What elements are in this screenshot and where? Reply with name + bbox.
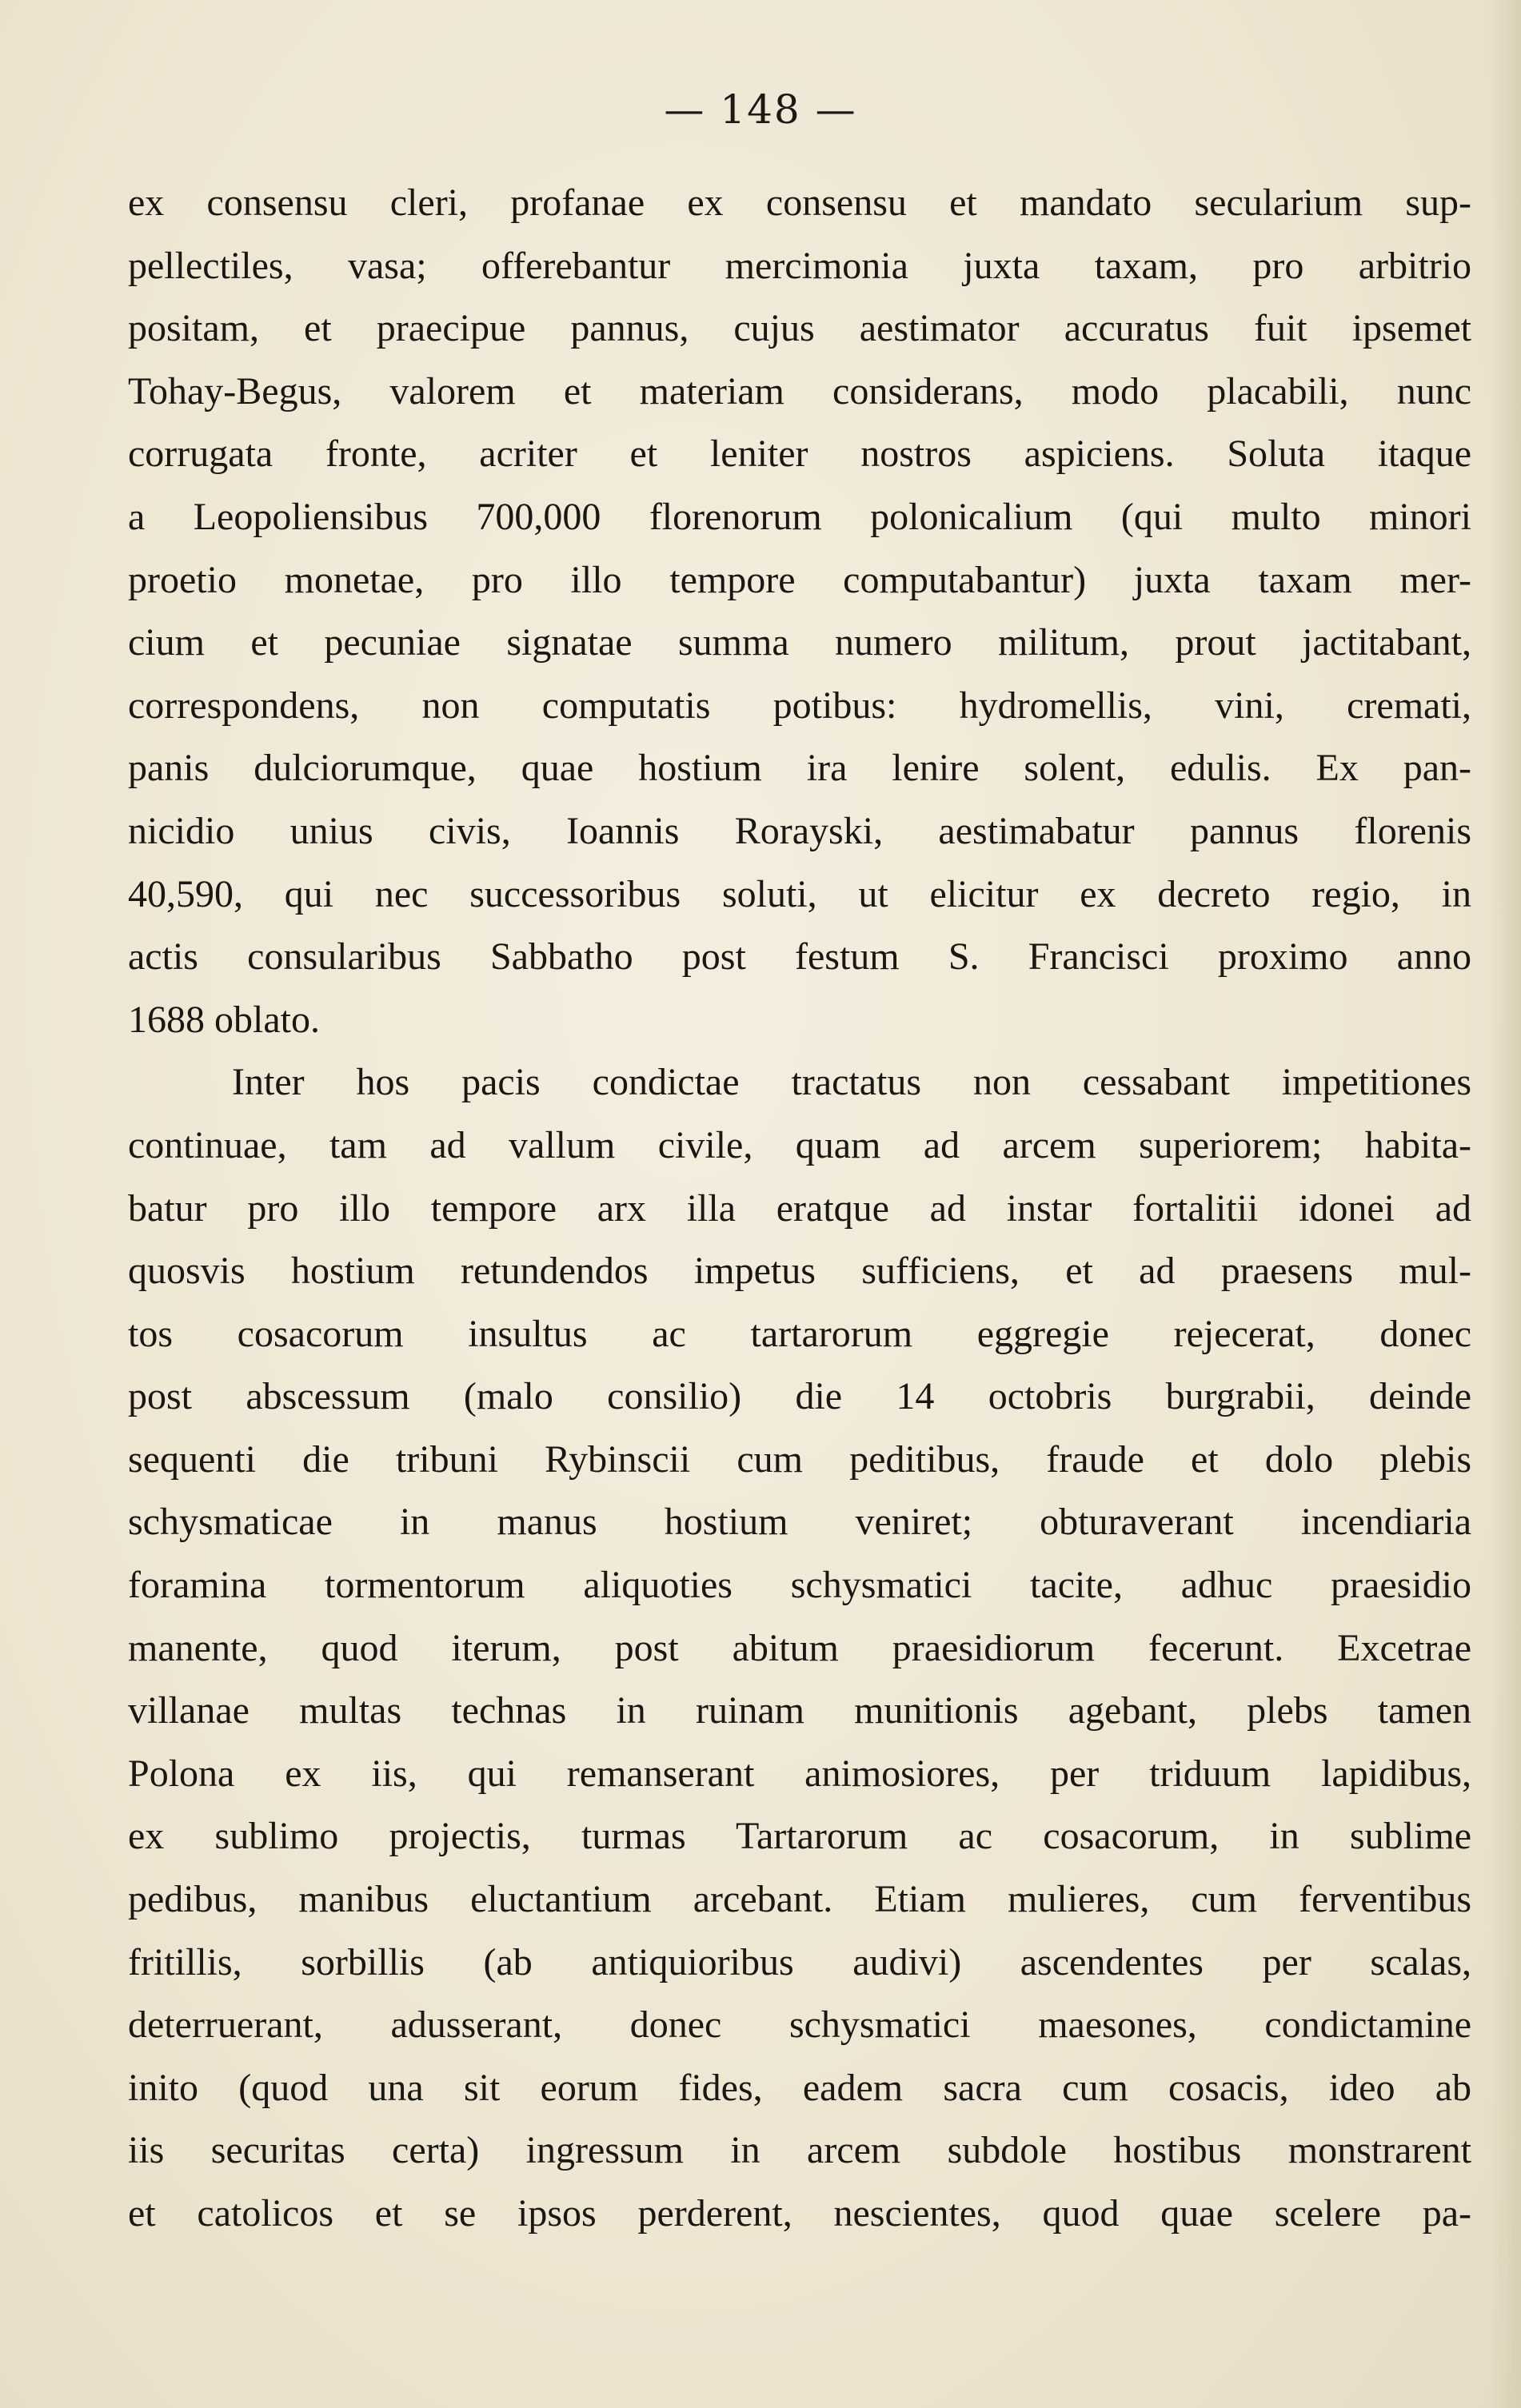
text-line: Inter hos pacis condictae tractatus non cessabant impetitiones	[232, 1061, 1471, 1104]
text-line: Polona ex iis, qui remanserant animosiores, per triduum lapidibus,	[128, 1752, 1471, 1795]
paragraph-2	[128, 1051, 1471, 2245]
text-line: cium et pecuniae signatae summa numero militum, prout jactitabant,	[128, 621, 1471, 664]
text-line: Tohay-Begus, valorem et materiam considerans, modo placabili, nunc	[128, 369, 1471, 413]
text-line: positam, et praecipue pannus, cujus aestimator accuratus fuit ipsemet	[128, 307, 1471, 350]
text-line: correspondens, non computatis potibus: hydromellis, vini, cremati,	[128, 684, 1471, 727]
text-line: post abscessum (malo consilio) die 14 octobris burgrabii, deinde	[128, 1375, 1471, 1418]
text-line: ex consensu cleri, profanae ex consensu et mandato secularium sup-	[128, 181, 1471, 224]
text-line: 40,590, qui nec successoribus soluti, ut elicitur ex decreto regio, in	[128, 872, 1471, 915]
text-line: a Leopoliensibus 700,000 florenorum polonicalium (qui multo minori	[128, 495, 1471, 538]
text-line: actis consularibus Sabbatho post festum S. Francisci proximo anno	[128, 935, 1471, 979]
text-line: fritillis, sorbillis (ab antiquioribus audivi) ascendentes per scalas,	[128, 1940, 1471, 1983]
text-line: inito (quod una sit eorum fides, eadem sacra cum cosacis, ideo ab	[128, 2066, 1471, 2109]
text-line: pedibus, manibus eluctantium arcebant. Etiam mulieres, cum ferventibus	[128, 1878, 1471, 1921]
page-number: — 148 —	[664, 86, 857, 133]
text-line: sequenti die tribuni Rybinscii cum peditibus, fraude et dolo plebis	[128, 1437, 1471, 1481]
paragraph-1	[128, 172, 1471, 1051]
text-line: schysmaticae in manus hostium veniret; obturaverant incendiaria	[128, 1501, 1471, 1544]
text-line: deterruerant, adusserant, donec schysmatici maesones, condictamine	[128, 2003, 1471, 2047]
text-line: villanae multas technas in ruinam munitionis agebant, plebs tamen	[128, 1689, 1471, 1732]
text-line: panis dulciorumque, quae hostium ira lenire solent, edulis. Ex pan-	[128, 747, 1471, 790]
text-line: et catolicos et se ipsos perderent, nescientes, quod quae scelere pa-	[128, 2192, 1471, 2235]
text-line: foramina tormentorum aliquoties schysmatici tacite, adhuc praesidio	[128, 1564, 1471, 1607]
text-line: tos cosacorum insultus ac tartarorum eggregie rejecerat, donec	[128, 1312, 1471, 1355]
text-line: pellectiles, vasa; offerebantur mercimonia juxta taxam, pro arbitrio	[128, 244, 1471, 287]
text-line: iis securitas certa) ingressum in arcem subdole hostibus monstrarent	[128, 2129, 1471, 2172]
text-line: quosvis hostium retundendos impetus sufficiens, et ad praesens mul-	[128, 1250, 1471, 1293]
text-line: proetio monetae, pro illo tempore computabantur) juxta taxam mer-	[128, 558, 1471, 601]
page-edge-shadow	[1489, 0, 1521, 2408]
text-line: ex sublimo projectis, turmas Tartarorum ac cosacorum, in sublime	[128, 1815, 1471, 1858]
text-line: corrugata fronte, acriter et leniter nostros aspiciens. Soluta itaque	[128, 433, 1471, 476]
text-line: nicidio unius civis, Ioannis Rorayski, aestimabatur pannus florenis	[128, 809, 1471, 852]
body-text	[128, 172, 1471, 2246]
text-line: 1688 oblato.	[128, 998, 320, 1041]
text-line: batur pro illo tempore arx illa eratque ad instar fortalitii idonei ad	[128, 1186, 1471, 1230]
text-line: continuae, tam ad vallum civile, quam ad arcem superiorem; habita-	[128, 1123, 1471, 1166]
text-line: manente, quod iterum, post abitum praesidiorum fecerunt. Excetrae	[128, 1626, 1471, 1669]
